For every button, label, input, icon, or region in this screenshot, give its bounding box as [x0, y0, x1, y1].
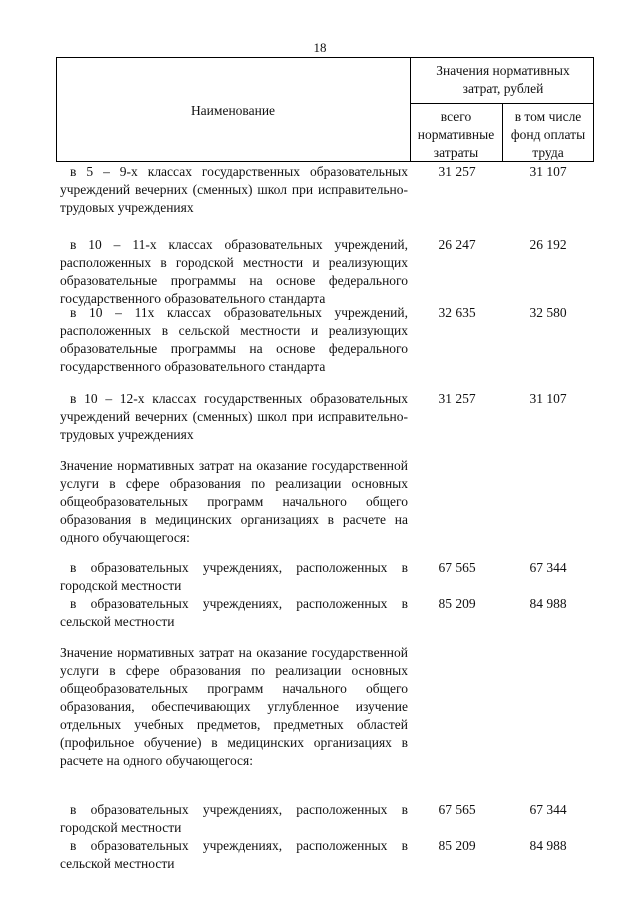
- row-payroll-value: 26 192: [529, 237, 567, 252]
- row-payroll-value: 67 344: [529, 802, 567, 817]
- row-total-value: 32 635: [438, 305, 476, 320]
- header-col-divider-2: [502, 103, 503, 162]
- row-total-value: 26 247: [438, 237, 476, 252]
- row-payroll-value: 67 344: [529, 560, 567, 575]
- table-top-border: [56, 57, 594, 58]
- row-name: в 5 – 9-х классах государственных образовательных учреждений вечерних (сменных) школ при исправительно-трудовых учреждениях: [60, 164, 408, 215]
- row-name: в образовательных учреждениях, расположенных в городской местности: [60, 802, 408, 835]
- row-name: в образовательных учреждениях, расположенных в сельской местности: [60, 838, 408, 871]
- table-left-border: [56, 57, 57, 162]
- row-total-value: 67 565: [438, 802, 476, 817]
- row-payroll-value: 84 988: [529, 596, 567, 611]
- header-values-group: Значения нормативных затрат, рублей: [436, 63, 570, 96]
- row-total-value: 31 257: [438, 164, 476, 179]
- row-total-value: 31 257: [438, 391, 476, 406]
- row-name: в 10 – 11-х классах образовательных учреждений, расположенных в городской местности и реализующих образовательные программы на основе федерального государственного образовательного стандарта: [60, 237, 408, 306]
- table-right-border: [593, 57, 594, 162]
- header-col-divider-1: [410, 57, 411, 162]
- header-name: Наименование: [190, 103, 276, 118]
- row-name: в 10 – 11х классах образовательных учреждений, расположенных в сельской местности и реализующих образовательные программы на основе федерального государственного образовательного стандарта: [60, 305, 408, 374]
- header-col-total: всего нормативные затраты: [417, 109, 495, 160]
- row-name: в образовательных учреждениях, расположенных в сельской местности: [60, 596, 408, 629]
- section-heading: Значение нормативных затрат на оказание государственной услуги в сфере образования по реализации основных общеобразовательных программ начального общего образования, обеспечивающих углубленное изучение отдельных учебных предметов, предметных областей (профильное обучение) в медицинских организациях в расчете на одного обучающегося:: [60, 645, 408, 768]
- row-total-value: 67 565: [438, 560, 476, 575]
- row-total-value: 85 209: [438, 838, 476, 853]
- row-payroll-value: 31 107: [529, 391, 567, 406]
- row-name: в 10 – 12-х классах государственных образовательных учреждений вечерних (сменных) школ при исправительно-трудовых учреждениях: [60, 391, 408, 442]
- section-heading: Значение нормативных затрат на оказание государственной услуги в сфере образования по реализации основных общеобразовательных программ начального общего образования в медицинских организациях в расчете на одного обучающегося:: [60, 458, 408, 545]
- page-number: 18: [313, 40, 327, 55]
- header-col-payroll: в том числе фонд оплаты труда: [510, 109, 586, 160]
- row-total-value: 85 209: [438, 596, 476, 611]
- row-name: в образовательных учреждениях, расположенных в городской местности: [60, 560, 408, 593]
- row-payroll-value: 84 988: [529, 838, 567, 853]
- row-payroll-value: 31 107: [529, 164, 567, 179]
- row-payroll-value: 32 580: [529, 305, 567, 320]
